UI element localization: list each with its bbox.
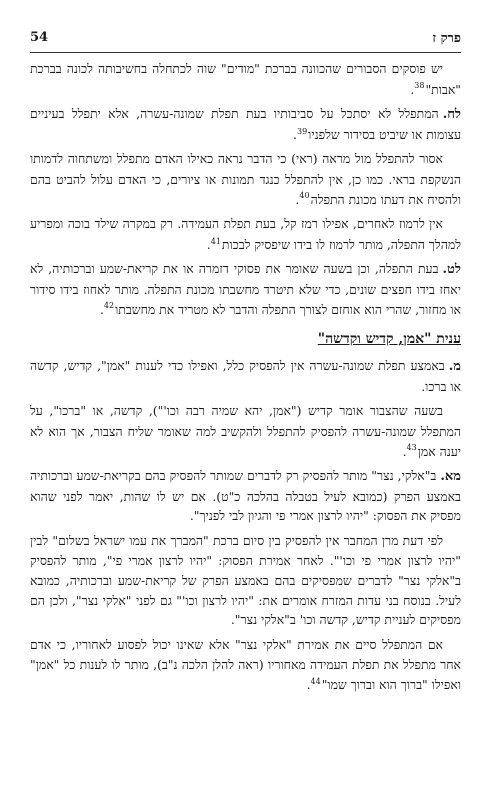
paragraph: מא.ב"אלקי, נצר" מותר להפסיק רק לדברים שמותר להפסיק בהם בקריאת-שמע וברכותיה באמצע הפרק (כמובא לעיל בטבלה בהלכה כ"ט). אם יש לו שהות, יאמר לפני שהוא מפסיק את הפסוק: "יהיו לרצון אמרי פי והגיון לבי לפניך". <box>30 468 461 524</box>
page-header <box>30 30 461 53</box>
footnote-ref: 41 <box>210 236 221 246</box>
paragraph: מ.באמצע תפלת שמונה-עשרה אין להפסיק כלל, ואפילו כדי לענות "אמן", קדיש, קדשה או ברכו. <box>30 358 461 394</box>
footnote-ref: 39 <box>296 126 308 136</box>
paragraph: אין לרמוז לאחרים, אפילו רמז קל, בעת תפלת העמידה. רק במקרה שילד בוכה ומפריע למהלך התפלה, מותר לרמוז לו בידו שיפסיק לבכות$^{41}$. <box>30 216 461 252</box>
footnote-ref: 42 <box>103 301 115 311</box>
paragraph: לפי דעת מרן המחבר אין להפסיק בין סיום ברכת "המברך את עמו ישראל בשלום" לבין "יהיו לרצון אמרי פי וכו'". לאחר אמירת הפסוק: "יהיו לרצון אמרי פי", מותר להפסיק ב"אלקי נצר" לדברים שמפסיקים בהם באמצע הפרק של קריאת-שמע וברכותיה, כמובא לעיל. בנוסח בני עדות המזרח אומרים את: "יהיו לרצון וכו'" גם לפני "אלקי נצר", ולכן הם מפסיקים לעניית קדיש, קדשה וכו' ב"אלקי נצר". <box>30 532 461 628</box>
paragraph: יש פוסקים הסבורים שהכוונה בברכת "מודים" שוה לכתחלה בחשיבותה לכונה בברכת "אבות"$^{38}$. <box>30 61 461 97</box>
page-number: 54 <box>30 30 49 45</box>
footnote-ref: 40 <box>299 191 310 201</box>
footnote-ref: 43 <box>406 443 417 453</box>
paragraph: בשעה שהצבור אומר קדיש ("אמן, יהא שמיה רבה וכו'"), קדשה, או "ברכו", על המתפלל שמונה-עשרה להפסיק להתפלל ולהקשיב למה שאומר שליח הצבור, אך הוא לא יענה אמן$^{43}$. <box>30 403 461 459</box>
paragraph: אם המתפלל סיים את אמירת "אלקי נצר" אלא שאינו יכול לפסוע לאחוריו, כי אדם אחר מתפלל את תפלת העמידה מאחוריו (ראה להלן הלכה נ"ב), מותר לו לענות כל "אמן" ואפילו "ברוך הוא וברוך שמו"$^{44}$. <box>30 636 461 693</box>
body-text-upper <box>30 59 461 319</box>
paragraph: אסור להתפלל מול מראה (ראי) כי הדבר נראה כאילו האדם מתפלל ומשתחוה לדמותו הנשקפת בראי. כמו כן, אין להתפלל כנגד תמונות או ציורים, כי האדם עלול להביט בהם ולהסיח את דעתו מכונת התפלה$^{40}$. <box>30 151 461 207</box>
chapter-title: פרק ז <box>432 31 461 46</box>
paragraph: לט.בעת התפלה, וכן בשעה שאומר את פסוקי דזמרה או את קריאת-שמע וברכותיה, לא יאחז בידו חפצים שונים, כדי שלא תיטרד מחשבתו מכונת התפלה. מותר לאחוז בידו סידור או מחזור, שהרי הוא אוחזם לצורך התפלה והדבר לא מטריד את מחשבתו$^{42}$. <box>30 261 461 317</box>
section-heading: ענית "אמן, קדיש וקדשה" <box>317 331 461 348</box>
footnote-ref: 38 <box>414 81 425 91</box>
footnote-ref: 44 <box>310 676 321 686</box>
paragraph: לח.המתפלל לא יסתכל על סביבותיו בעת תפלת שמונה-עשרה, אלא יתפלל בעיניים עצומות או שיביט בסידור שלפניו$^{39}$. <box>30 106 461 142</box>
body-text-lower <box>30 356 461 695</box>
